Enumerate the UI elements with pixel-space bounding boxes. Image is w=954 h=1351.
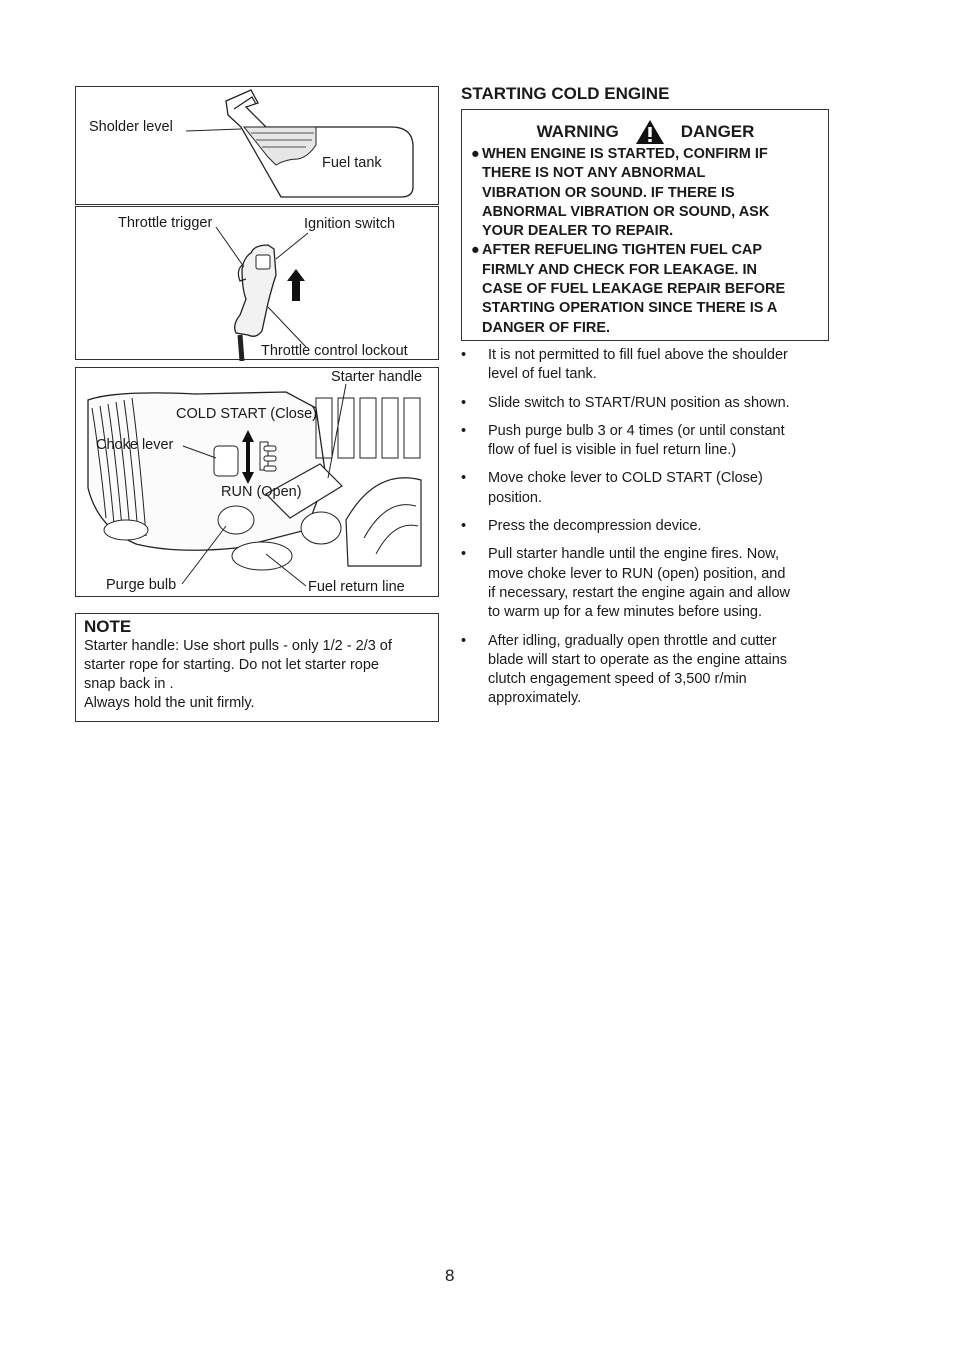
warning-box — [461, 109, 829, 341]
warning-label: WARNING — [536, 122, 619, 141]
note-box — [75, 613, 439, 722]
note-line: Starter handle: Use short pulls - only 1/2 - 2/3 of — [84, 638, 392, 654]
note-title: NOTE — [84, 617, 132, 636]
list-item: • After idling, gradually open throttle and cutter blade will start to operate as the engine attains clutch engagement speed of 3,500 r/min approximately. — [461, 632, 788, 707]
bullet-icon: • — [461, 422, 467, 439]
warning-triangle-icon — [635, 119, 665, 145]
note-line: snap back in . — [84, 676, 174, 692]
list-item: • It is not permitted to fill fuel above the shoulder level of fuel tank. — [461, 347, 788, 383]
note-line: starter rope for starting. Do not let starter rope — [84, 657, 379, 673]
list-item: • Push purge bulb 3 or 4 times (or until constant flow of fuel is visible in fuel return line.) — [461, 422, 785, 459]
fuel-return-line-label: Fuel return line — [308, 579, 405, 595]
list-item: • Slide switch to START/RUN position as shown. — [461, 394, 831, 413]
list-item: • Press the decompression device. — [461, 517, 831, 536]
starter-handle-label: Starter handle — [331, 369, 423, 385]
engine-figure — [75, 367, 439, 597]
list-item: • Pull starter handle until the engine fires. Now, move choke lever to RUN (open) position, and if necessary, restart the engine again and allow to warm up for a few minutes before using. — [461, 546, 790, 621]
bullet-icon: • — [461, 632, 467, 649]
page-number: 8 — [445, 1266, 455, 1285]
warning-item: ● AFTER REFUELING TIGHTEN FUEL CAP FIRMLY AND CHECK FOR LEAKAGE. IN CASE OF FUEL LEAKAGE REPAIR BEFORE STARTING OPERATION SINCE THERE IS A DANGER OF FIRE. — [471, 242, 786, 336]
list-item: • Move choke lever to COLD START (Close) position. — [461, 470, 763, 506]
throttle-handle-figure — [75, 206, 439, 360]
fuel-tank-illustration — [76, 87, 440, 206]
cold-start-label: COLD START (Close) — [176, 406, 317, 422]
bullet-icon: • — [461, 518, 467, 535]
bullet-icon: • — [461, 470, 467, 487]
shoulder-level-label: Sholder level — [89, 119, 173, 135]
warning-header — [471, 120, 820, 144]
steps-list — [461, 346, 831, 718]
fuel-tank-figure — [75, 86, 439, 205]
ignition-switch-label: Ignition switch — [304, 216, 396, 232]
fuel-tank-label: Fuel tank — [322, 155, 382, 171]
choke-lever-label: Choke lever — [96, 437, 174, 453]
warning-item: ● WHEN ENGINE IS STARTED, CONFIRM IF THERE IS NOT ANY ABNORMAL VIBRATION OR SOUND. IF THERE IS ABNORMAL VIBRATION OR SOUND, ASK YOUR DEALER TO REPAIR. — [471, 146, 770, 240]
throttle-lockout-label: Throttle control lockout — [261, 343, 408, 359]
section-title: STARTING COLD ENGINE — [461, 84, 670, 103]
bullet-dot-icon: ● — [471, 146, 480, 162]
engine-illustration — [76, 368, 440, 598]
bullet-icon: • — [461, 394, 467, 411]
danger-label: DANGER — [680, 122, 755, 141]
throttle-trigger-label: Throttle trigger — [118, 215, 213, 231]
bullet-icon: • — [461, 347, 467, 363]
bullet-dot-icon: ● — [471, 242, 480, 259]
note-body — [84, 637, 430, 713]
note-line: Always hold the unit firmly. — [84, 695, 255, 711]
run-open-label: RUN (Open) — [221, 484, 302, 500]
bullet-icon: • — [461, 546, 467, 563]
purge-bulb-label: Purge bulb — [106, 577, 177, 593]
